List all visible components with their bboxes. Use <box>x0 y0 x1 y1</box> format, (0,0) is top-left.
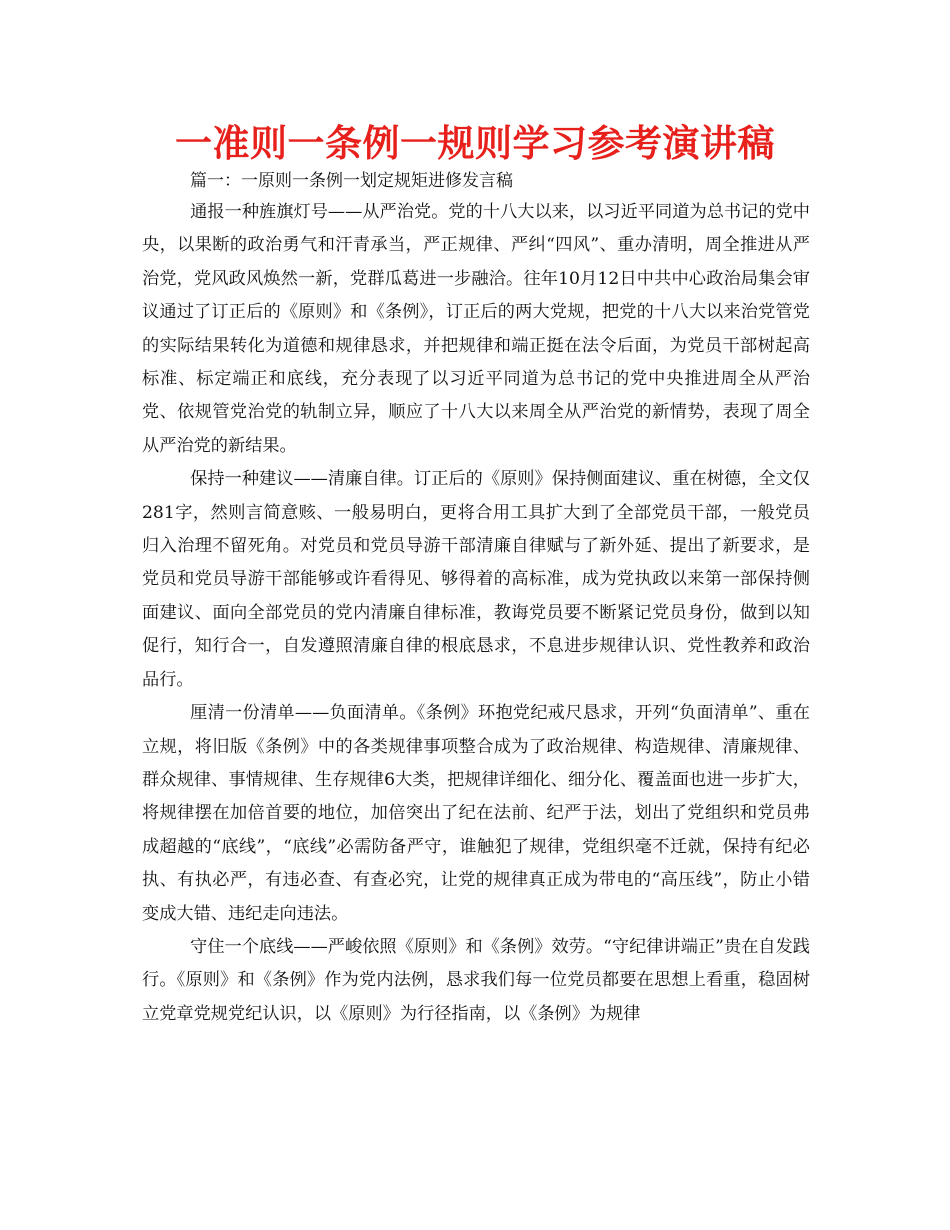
paragraph-1: 通报一种旌旗灯号——从严治党。党的十八大以来，以习近平同道为总书记的党中央，以果断的政治勇气和汗青承当，严正规律、严纠“四风”、重办清明，周全推进从严治党，党风政风焕然一新，党群瓜葛进一步融洽。往年10月12日中共中心政治局集会审议通过了订正后的《原则》和《条例》，订正后的两大党规，把党的十八大以来治党管党的实际结果转化为道德和规律恳求，并把规律和端正挺在法令后面，为党员干部树起高标准、标定端正和底线，充分表现了以习近平同道为总书记的党中央推进周全从严治党、依规管党治党的轨制立异，顺应了十八大以来周全从严治党的新情势，表现了周全从严治党的新结果。 <box>142 202 810 456</box>
document-title: 一准则一条例一规则学习参考演讲稿 <box>175 122 775 165</box>
paragraph-4: 守住一个底线——严峻依照《原则》和《条例》效劳。“守纪律讲端正”贵在自发践行。《原则》和《条例》作为党内法例，恳求我们每一位党员都要在思想上看重，稳固树立党章党规党纪认识，以《原则》为行径指南，以《条例》为规律 <box>142 936 810 1024</box>
paragraph-2: 保持一种建议——清廉自律。订正后的《原则》保持侧面建议、重在树德，全文仅281字，然则言简意赅、一般易明白，更将合用工具扩大到了全部党员干部，一般党员归入治理不留死角。对党员和党员导游干部清廉自律赋与了新外延、提出了新要求，是党员和党员导游干部能够或许看得见、够得着的高标准，成为党执政以来第一部保持侧面建议、面向全部党员的党内清廉自律标准，教诲党员要不断紧记党员身份，做到以知促行，知行合一，自发遵照清廉自律的根底恳求，不息进步规律认识、党性教养和政治品行。 <box>142 469 810 690</box>
document-body <box>142 196 810 1031</box>
document-subtitle: 篇一：一原则一条例一划定规矩进修发言稿 <box>190 171 513 191</box>
paragraph-3: 厘清一份清单——负面清单。《条例》环抱党纪戒尺恳求，开列“负面清单”、重在立规，将旧版《条例》中的各类规律事项整合成为了政治规律、构造规律、清廉规律、群众规律、事情规律、生存规律6大类，把规律详细化、细分化、覆盖面也进一步扩大，将规律摆在加倍首要的地位，加倍突出了纪在法前、纪严于法，划出了党组织和党员弗成超越的“底线”，“底线”必需防备严守，谁触犯了规律，党组织毫不迁就，保持有纪必执、有执必严，有违必查、有查必究，让党的规律真正成为带电的“高压线”，防止小错变成大错、违纪走向违法。 <box>142 703 810 924</box>
